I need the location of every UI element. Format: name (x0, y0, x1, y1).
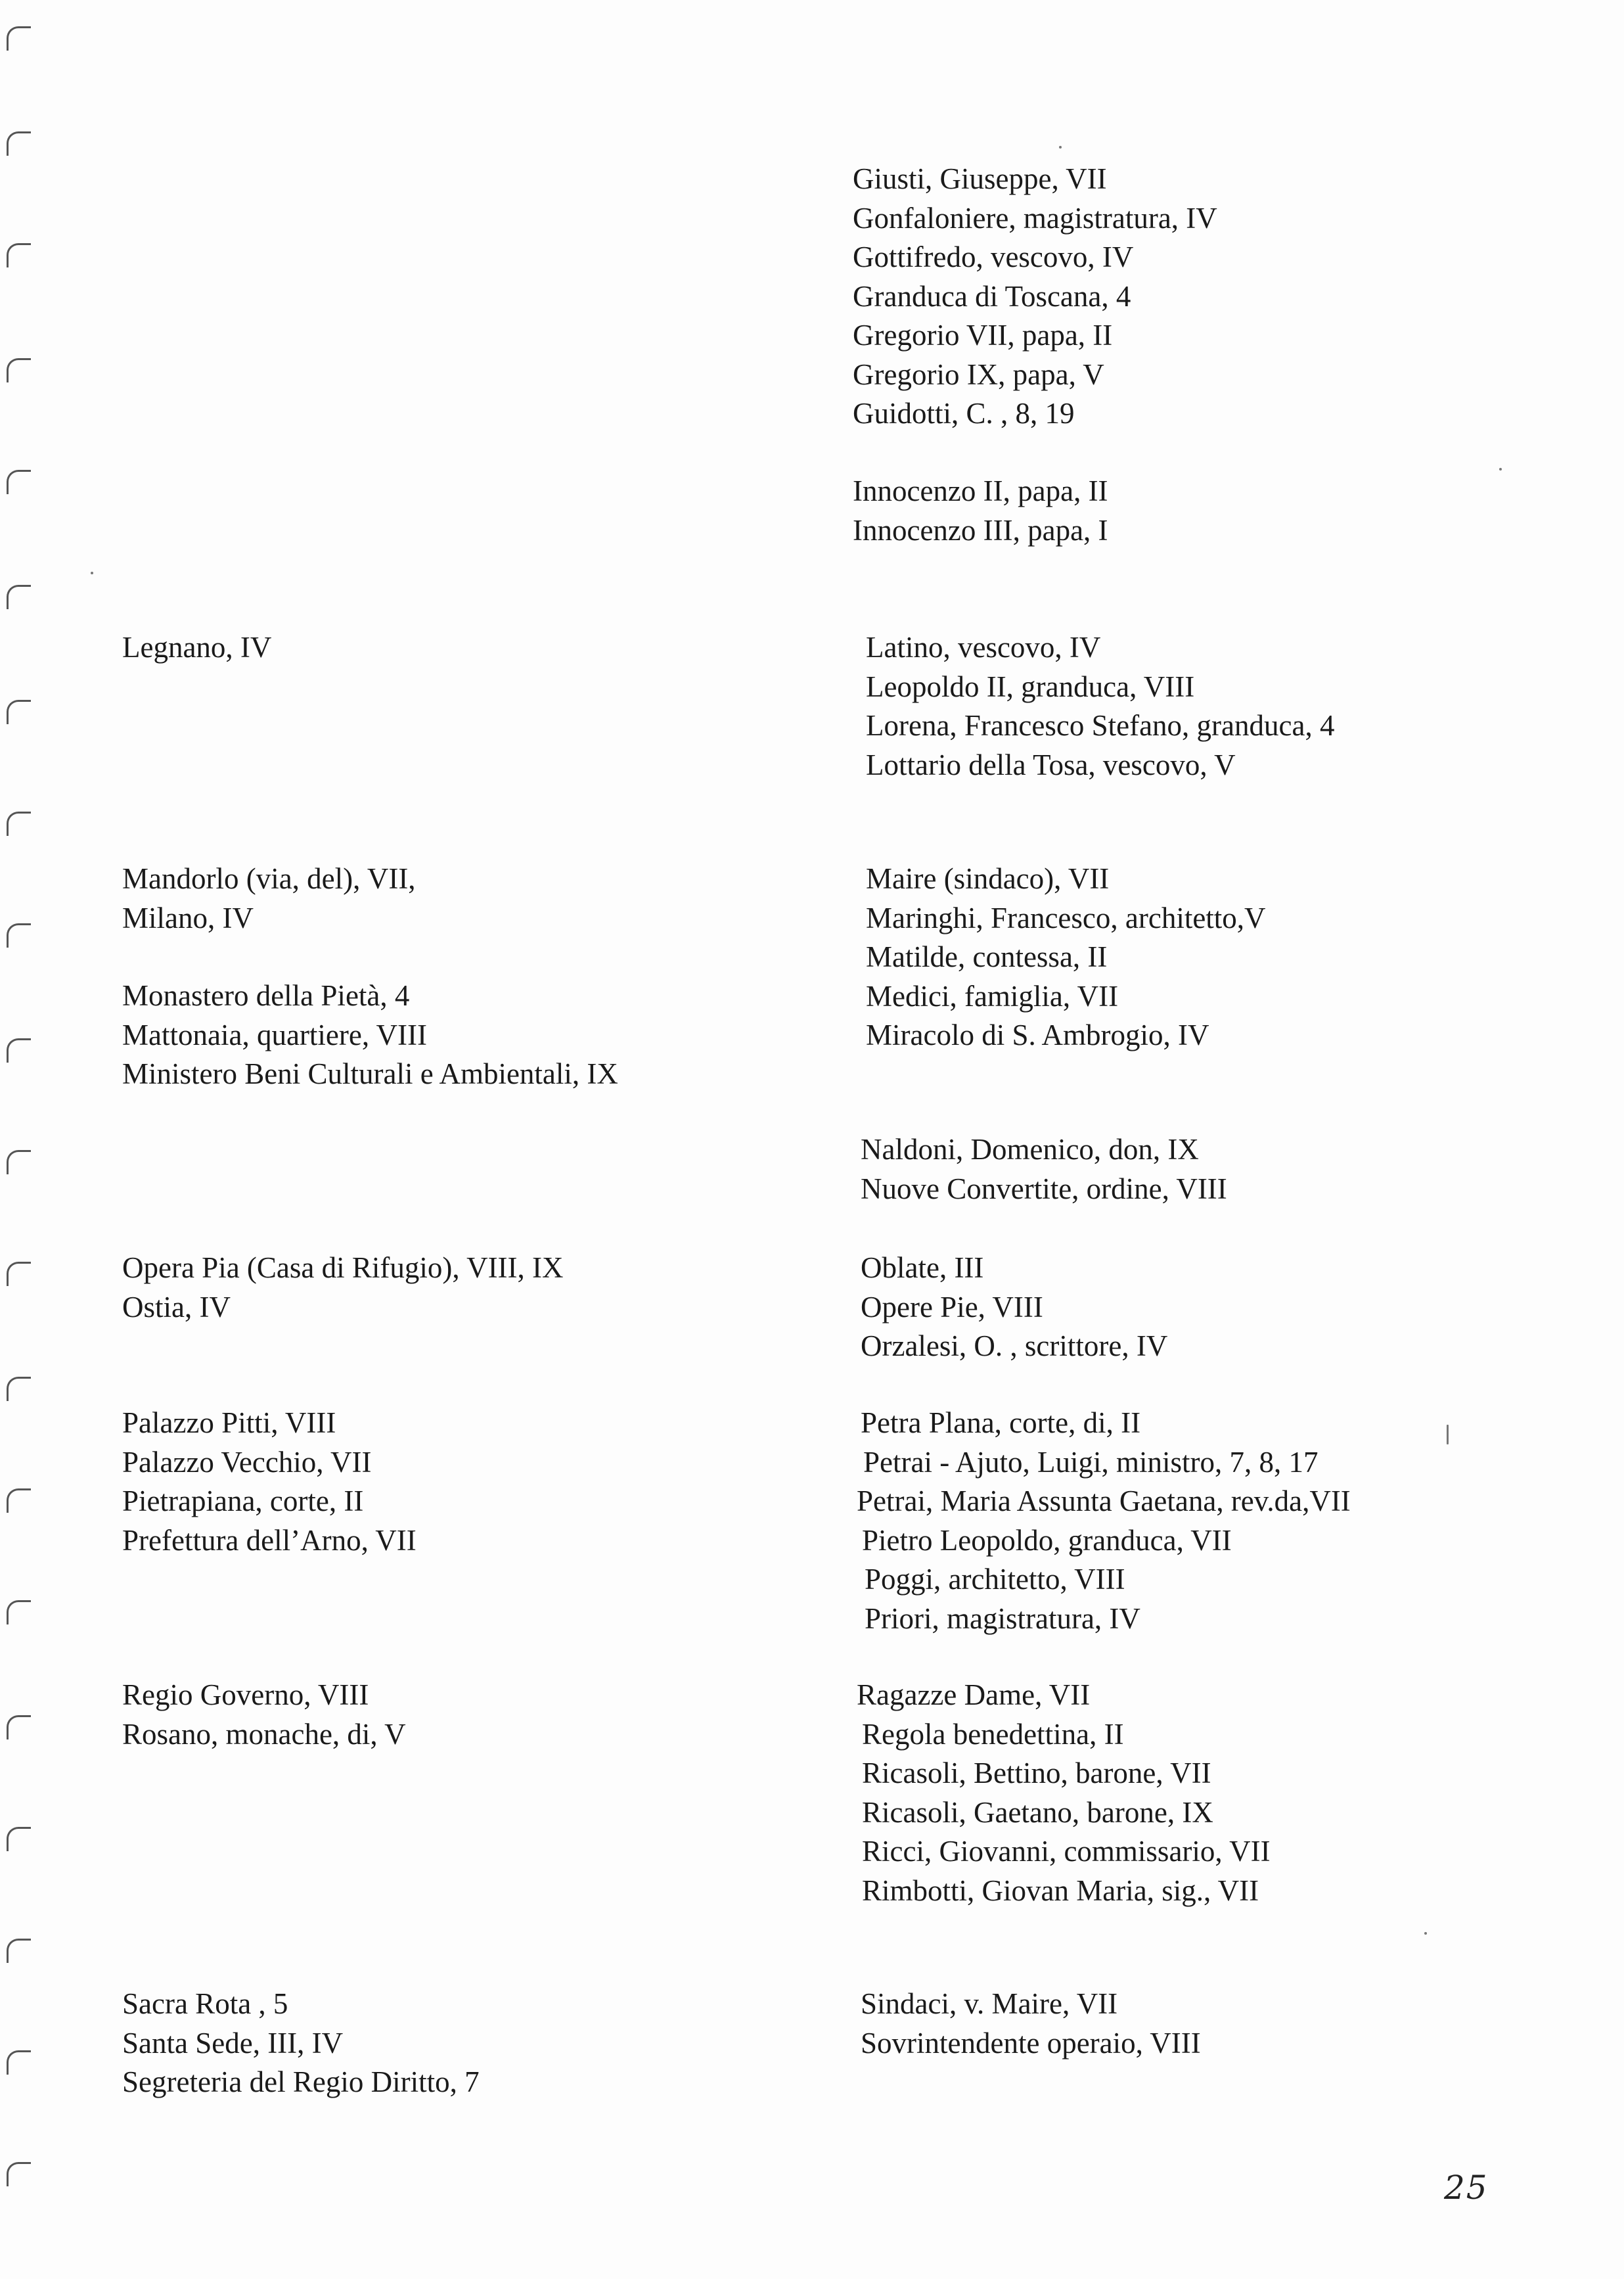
index-entry: Giusti, Giuseppe, VII (853, 162, 1107, 195)
index-entry: Nuove Convertite, ordine, VIII (861, 1172, 1227, 1205)
right-group-l (866, 628, 1334, 785)
binding-mark (7, 1939, 31, 1963)
index-entry: Ragazze Dame, VII (857, 1678, 1091, 1711)
binding-mark (7, 1150, 31, 1174)
right-group-m (866, 860, 1266, 1055)
left-group-r (122, 1676, 406, 1754)
right-group-n (861, 1130, 1227, 1209)
index-entry: Rimbotti, Giovan Maria, sig., VII (862, 1874, 1259, 1907)
left-group-o (122, 1249, 564, 1327)
binding-mark (7, 131, 31, 156)
index-entry: Ricasoli, Gaetano, barone, IX (862, 1795, 1213, 1829)
index-entry: Monastero della Pietà, 4 (122, 979, 410, 1012)
index-entry: Ricasoli, Bettino, barone, VII (862, 1757, 1211, 1789)
index-entry: Sindaci, v. Maire, VII (861, 1987, 1118, 2020)
right-group-p (857, 1404, 1351, 1638)
index-entry: Gottifredo, vescovo, IV (853, 241, 1134, 273)
binding-mark (7, 358, 31, 382)
right-group-o (861, 1249, 1167, 1366)
index-entry: Regio Governo, VIII (122, 1678, 369, 1711)
left-group-l (122, 628, 271, 668)
index-entry: Regola benedettina, II (862, 1717, 1124, 1751)
index-entry: Prefettura dell’Arno, VII (122, 1523, 417, 1557)
binding-mark (7, 1038, 31, 1063)
index-entry: Poggi, architetto, VIII (865, 1563, 1125, 1596)
binding-mark (7, 1715, 31, 1739)
index-entry: Lottario della Tosa, vescovo, V (866, 748, 1236, 781)
index-entry: Granduca di Toscana, 4 (853, 279, 1131, 313)
index-entry: Innocenzo III, papa, I (853, 513, 1108, 547)
index-entry: Gregorio IX, papa, V (853, 357, 1104, 391)
index-entry: Petra Plana, corte, di, II (861, 1406, 1141, 1439)
binding-mark (7, 1600, 31, 1624)
index-entry: Innocenzo II, papa, II (853, 474, 1108, 507)
binding-mark (7, 812, 31, 836)
binding-mark (7, 585, 31, 609)
binding-mark (7, 700, 31, 724)
binding-mark (7, 1377, 31, 1401)
binding-mark (7, 1488, 31, 1513)
scan-speck (1499, 468, 1502, 471)
binding-mark (7, 243, 31, 267)
left-group-s (122, 1985, 480, 2102)
binding-mark (7, 2050, 31, 2075)
index-entry: Mandorlo (via, del), VII, (122, 862, 416, 895)
index-entry: Gregorio VII, papa, II (853, 319, 1113, 352)
binding-mark (7, 923, 31, 948)
binding-mark (7, 2162, 31, 2186)
index-entry: Miracolo di S. Ambrogio, IV (866, 1019, 1209, 1051)
index-entry: Palazzo Vecchio, VII (122, 1445, 372, 1479)
index-entry: Ministero Beni Culturali e Ambientali, IX (122, 1057, 618, 1090)
index-entry: Sovrintendente operaio, VIII (861, 2026, 1201, 2060)
left-group-m2 (122, 977, 618, 1094)
index-entry: Segreteria del Regio Diritto, 7 (122, 2065, 480, 2098)
index-entry: Leopoldo II, granduca, VIII (866, 670, 1195, 703)
index-entry: Rosano, monache, di, V (122, 1717, 406, 1751)
index-entry: Naldoni, Domenico, don, IX (861, 1133, 1199, 1166)
page-number: 25 (1444, 2169, 1489, 2207)
right-group-s (861, 1985, 1201, 2063)
index-entry: Gonfaloniere, magistratura, IV (853, 201, 1217, 235)
binding-mark (7, 1827, 31, 1851)
index-entry: Lorena, Francesco Stefano, granduca, 4 (866, 709, 1335, 742)
index-entry: Legnano, IV (122, 631, 272, 664)
binding-mark (7, 1262, 31, 1286)
scan-speck (91, 572, 93, 574)
index-entry: Milano, IV (122, 901, 254, 934)
index-entry: Petrai, Maria Assunta Gaetana, rev.da,VII (857, 1485, 1351, 1517)
index-entry: Maringhi, Francesco, architetto,V (866, 901, 1266, 934)
index-entry: Orzalesi, O. , scrittore, IV (861, 1329, 1168, 1362)
right-group-r (857, 1676, 1271, 1910)
index-entry: Palazzo Pitti, VIII (122, 1406, 336, 1439)
index-entry: Opere Pie, VIII (861, 1290, 1043, 1324)
index-entry: Medici, famiglia, VII (866, 979, 1119, 1013)
binding-mark (7, 470, 31, 494)
right-group-i (853, 472, 1108, 550)
scan-speck (1424, 1932, 1427, 1935)
right-group-g (853, 160, 1217, 434)
index-entry: Pietrapiana, corte, II (122, 1485, 364, 1517)
index-entry: Maire (sindaco), VII (866, 862, 1110, 895)
index-entry: Latino, vescovo, IV (866, 631, 1101, 664)
left-group-p (122, 1404, 417, 1560)
index-entry: Guidotti, C. , 8, 19 (853, 397, 1075, 430)
index-entry: Sacra Rota , 5 (122, 1987, 288, 2020)
index-entry: Pietro Leopoldo, granduca, VII (862, 1523, 1232, 1557)
index-entry: Ostia, IV (122, 1290, 231, 1324)
index-entry: Matilde, contessa, II (866, 940, 1108, 973)
scan-speck (1447, 1425, 1449, 1444)
index-entry: Ricci, Giovanni, commissario, VII (862, 1835, 1271, 1868)
index-entry: Santa Sede, III, IV (122, 2026, 344, 2060)
index-entry: Mattonaia, quartiere, VIII (122, 1018, 427, 1051)
index-entry: Priori, magistratura, IV (865, 1601, 1140, 1635)
scan-speck (1059, 146, 1062, 149)
binding-punch-marks (0, 0, 33, 2279)
index-entry: Petrai - Ajuto, Luigi, ministro, 7, 8, 17 (863, 1445, 1319, 1479)
index-entry: Opera Pia (Casa di Rifugio), VIII, IX (122, 1251, 564, 1284)
left-group-m1 (122, 860, 416, 938)
binding-mark (7, 26, 31, 51)
index-entry: Oblate, III (861, 1251, 984, 1284)
